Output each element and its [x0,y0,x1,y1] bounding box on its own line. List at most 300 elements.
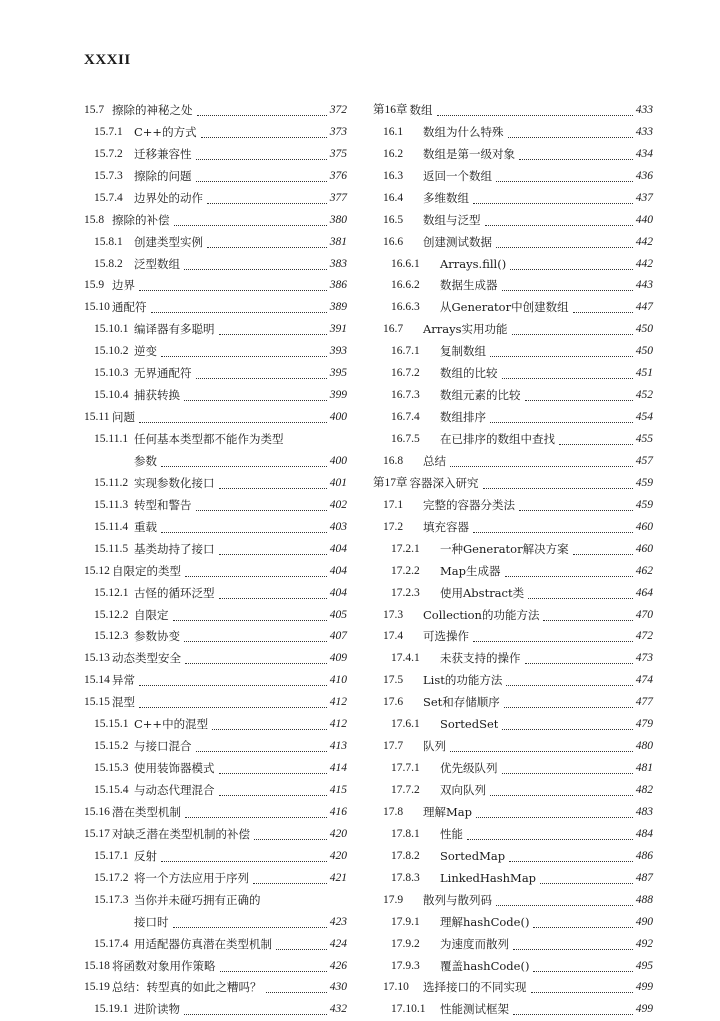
toc-entry-number: 15.15.4 [94,784,129,797]
dot-leader [184,400,327,401]
dot-leader [531,992,633,993]
toc-entry-number: 16.5 [383,213,404,226]
toc-entry[interactable] [373,495,653,517]
toc-entry-number: 17.2.2 [391,564,420,577]
toc-entry[interactable] [373,188,653,210]
toc-entry[interactable] [373,517,653,539]
toc-entry-page: 376 [329,169,347,182]
toc-entry[interactable] [84,276,347,298]
toc-entry-page: 470 [635,608,653,621]
dot-leader [276,949,327,950]
dot-leader [184,641,327,642]
dot-leader [508,137,633,138]
toc-entry-number: 17.7 [383,740,404,753]
toc-entry-page: 434 [635,147,653,160]
toc-entry[interactable] [373,276,653,298]
toc-entry[interactable] [84,210,347,232]
toc-entry-title: 性能测试框架 [440,1002,509,1017]
toc-entry[interactable] [373,868,653,890]
toc-entry[interactable] [84,999,347,1021]
toc-entry[interactable] [373,473,653,495]
dot-leader [512,334,633,335]
dot-leader [161,356,327,357]
dot-leader [450,466,633,467]
toc-entry-title: 实现参数化接口 [134,475,215,490]
toc-entry[interactable] [84,100,347,122]
toc-entry-title: 散列与散列码 [423,892,492,907]
toc-entry-title: LinkedHashMap [440,870,537,885]
toc-entry-number: 17.8.3 [391,871,420,884]
toc-entry-number: 15.8.1 [94,235,123,248]
toc-entry-page: 432 [329,1003,347,1016]
toc-entry-title: 无界通配符 [134,366,192,381]
toc-entry[interactable] [84,254,347,276]
dot-leader [504,707,633,708]
toc-entry[interactable] [373,824,653,846]
toc-entry-number: 17.9.3 [391,959,420,972]
dot-leader [254,839,327,840]
toc-entry[interactable] [84,824,347,846]
toc-entry-page: 499 [635,981,653,994]
toc-entry-page: 404 [329,564,347,577]
toc-entry-title: Arrays.fill() [440,256,507,271]
toc-entry-title: 当你并未碰巧拥有正确的 [134,892,261,907]
toc-entry-page: 401 [329,476,347,489]
toc-entry-number: 15.11.4 [94,520,129,533]
dot-leader [502,729,632,730]
toc-entry[interactable] [84,188,347,210]
toc-entry-number: 15.15 [84,696,110,709]
toc-entry[interactable] [373,846,653,868]
toc-entry[interactable] [84,978,347,1000]
toc-entry-title: 将一个方法应用于序列 [134,870,249,885]
dot-leader [502,378,633,379]
toc-entry-number: 17.6 [383,696,404,709]
toc-entry[interactable] [84,407,347,429]
toc-entry[interactable] [84,846,347,868]
toc-entry[interactable] [84,385,347,407]
toc-entry[interactable] [373,670,653,692]
toc-entry-page: 436 [635,169,653,182]
toc-entry[interactable] [373,912,653,934]
toc-entry-page: 391 [329,323,347,336]
toc-entry-page: 483 [635,805,653,818]
toc-entry[interactable] [84,758,347,780]
dot-leader [174,225,327,226]
toc-entry[interactable] [373,758,653,780]
toc-entry-number: 17.9 [383,893,404,906]
toc-entry-title: 通配符 [112,300,147,315]
toc-entry[interactable] [373,934,653,956]
toc-entry[interactable] [84,297,347,319]
toc-entry[interactable] [373,363,653,385]
toc-entry-page: 482 [635,784,653,797]
toc-entry-number: 15.14 [84,674,110,687]
toc-entry-page: 460 [635,542,653,555]
dot-leader [490,795,633,796]
toc-entry[interactable] [84,890,347,912]
toc-entry[interactable] [84,319,347,341]
toc-entry[interactable] [373,692,653,714]
toc-entry[interactable] [84,583,347,605]
dot-leader [533,927,632,928]
toc-entry-page: 457 [635,454,653,467]
toc-entry-number: 15.17.2 [94,871,129,884]
dot-leader [219,554,327,555]
toc-entry-page: 454 [635,411,653,424]
toc-entry[interactable] [84,912,347,934]
toc-entry[interactable] [373,539,653,561]
toc-entry-title: 对缺乏潜在类型机制的补偿 [112,826,250,841]
toc-entry[interactable] [373,648,653,670]
toc-entry-number: 15.9 [84,279,105,292]
toc-entry-number: 15.15.2 [94,740,129,753]
toc-entry[interactable] [84,648,347,670]
toc-entry[interactable] [84,495,347,517]
toc-entry-title: 创建类型实例 [134,234,203,249]
toc-entry[interactable] [84,232,347,254]
dot-leader [185,663,327,664]
toc-entry-page: 402 [329,498,347,511]
toc-entry-title: SortedMap [440,848,506,863]
toc-entry-title: 为速度而散列 [440,936,509,951]
toc-entry[interactable] [373,341,653,363]
toc-entry-title: 优先级队列 [440,761,498,776]
toc-entry-number: 17.2.1 [391,542,420,555]
toc-entry-number: 17.3 [383,608,404,621]
dot-leader [151,312,327,313]
toc-entry-number: 15.7.1 [94,125,123,138]
toc-entry-number: 15.13 [84,652,110,665]
toc-entry[interactable] [84,802,347,824]
toc-entry-number: 17.2.3 [391,586,420,599]
toc-entry-title: 古怪的循环泛型 [134,585,215,600]
toc-entry-number: 17.9.1 [391,915,420,928]
toc-entry-title: 反射 [134,848,157,863]
toc-entry-title: 自限定 [134,607,169,622]
toc-entry[interactable] [373,254,653,276]
toc-entry-title: 复制数组 [440,344,486,359]
dot-leader [219,773,327,774]
dot-leader [139,290,327,291]
toc-entry-title: 与接口混合 [134,739,192,754]
toc-entry-title: Map生成器 [440,563,501,578]
toc-entry[interactable] [84,956,347,978]
toc-entry-number: 16.7.1 [391,345,420,358]
toc-entry[interactable] [373,407,653,429]
toc-entry[interactable] [373,232,653,254]
toc-entry[interactable] [373,978,653,1000]
toc-entry-title: 未获支持的操作 [440,651,521,666]
toc-entry-page: 399 [329,389,347,402]
toc-entry-title: 一种Generator解决方案 [440,541,569,556]
toc-entry[interactable] [84,934,347,956]
toc-entry-title: 自限定的类型 [112,563,181,578]
dot-leader [502,290,633,291]
toc-entry-number: 17.9.2 [391,937,420,950]
dot-leader [197,115,327,116]
dot-leader [528,598,633,599]
toc-entry-title: 返回一个数组 [423,168,492,183]
toc-entry-page: 409 [329,652,347,665]
toc-entry-number: 16.4 [383,191,404,204]
toc-entry-page: 440 [635,213,653,226]
toc-entry-title: 数组是第一级对象 [423,146,515,161]
toc-entry-number: 16.8 [383,454,404,467]
toc-entry-page: 450 [635,323,653,336]
toc-entry-number: 16.6.2 [391,279,420,292]
dot-leader [473,641,633,642]
toc-entry[interactable] [373,714,653,736]
toc-right-column [373,100,653,1021]
toc-entry-title: 与动态代理混合 [134,783,215,798]
dot-leader [139,422,327,423]
toc-entry-title: 创建测试数据 [423,234,492,249]
toc-entry-number: 16.6 [383,235,404,248]
dot-leader [490,422,633,423]
toc-entry-page: 421 [329,871,347,884]
toc-entry-title: 用适配器仿真潜在类型机制 [134,936,272,951]
toc-entry-number: 15.12 [84,564,110,577]
toc-entry-title: Set和存储顺序 [423,695,500,710]
toc-entry-number: 15.11.3 [94,498,129,511]
toc-entry-title: 擦除的神秘之处 [112,102,193,117]
dot-leader [519,159,633,160]
toc-entry-title: 数组与泛型 [423,212,481,227]
toc-entry-page: 410 [329,674,347,687]
dot-leader [161,861,327,862]
toc-entry[interactable] [373,451,653,473]
toc-entry-number: 16.7.5 [391,433,420,446]
toc-entry[interactable] [373,166,653,188]
toc-entry[interactable] [84,429,347,451]
toc-entry-title: 可选操作 [423,629,469,644]
toc-entry[interactable] [84,341,347,363]
dot-leader [505,576,633,577]
dot-leader [540,883,633,884]
toc-entry-number: 15.15.3 [94,762,129,775]
dot-leader [510,269,633,270]
toc-entry[interactable] [84,122,347,144]
toc-entry[interactable] [84,627,347,649]
toc-entry-number: 15.12.3 [94,630,129,643]
toc-entry[interactable] [373,319,653,341]
toc-entry-number: 15.19.1 [94,1003,129,1016]
toc-entry-page: 492 [635,937,653,950]
toc-entry-title: 队列 [423,739,446,754]
toc-entry[interactable] [84,605,347,627]
toc-entry-page: 403 [329,520,347,533]
dot-leader [473,532,633,533]
toc-entry-number: 17.4 [383,630,404,643]
page-number: XXXII [84,52,131,68]
toc-entry-title: 理解Map [423,804,472,819]
dot-leader [573,554,633,555]
toc-entry-page: 442 [635,257,653,270]
dot-leader [219,598,327,599]
toc-entry[interactable] [373,561,653,583]
dot-leader [196,159,327,160]
dot-leader [184,1014,327,1015]
toc-entry-page: 400 [329,411,347,424]
toc-entry-page: 460 [635,520,653,533]
toc-entry[interactable] [373,100,653,122]
toc-entry[interactable] [84,692,347,714]
toc-entry-title: Collection的功能方法 [423,607,540,622]
toc-entry[interactable] [84,473,347,495]
toc-entry-page: 393 [329,345,347,358]
toc-entry-title: 在已排序的数组中查找 [440,432,555,447]
toc-entry-page: 373 [329,125,347,138]
toc-entry[interactable] [373,605,653,627]
toc-entry-number: 15.10.1 [94,323,129,336]
toc-entry-page: 416 [329,805,347,818]
dot-leader [573,312,633,313]
toc-entry-page: 487 [635,871,653,884]
toc-entry[interactable] [373,210,653,232]
toc-entry[interactable] [373,297,653,319]
dot-leader [201,137,327,138]
toc-entry[interactable] [84,166,347,188]
toc-entry-title: 参数 [134,453,157,468]
toc-entry-title: 参数协变 [134,629,180,644]
toc-entry-page: 486 [635,849,653,862]
toc-entry-number: 15.11.2 [94,476,129,489]
toc-entry-page: 415 [329,784,347,797]
toc-entry[interactable] [373,780,653,802]
toc-entry-title: 数组元素的比较 [440,388,521,403]
toc-entry-number: 17.7.1 [391,762,420,775]
toc-entry[interactable] [84,451,347,473]
toc-entry[interactable] [84,714,347,736]
toc-entry-number: 17.4.1 [391,652,420,665]
toc-entry-number: 15.11.1 [94,433,129,446]
toc-entry-page: 407 [329,630,347,643]
dot-leader [185,817,327,818]
toc-entry-title: 理解hashCode() [440,914,530,929]
toc-entry[interactable] [373,429,653,451]
toc-entry[interactable] [373,802,653,824]
toc-entry-title: 双向队列 [440,783,486,798]
toc-entry-number: 17.10 [383,981,409,994]
toc-entry-number: 16.2 [383,147,404,160]
toc-entry-page: 462 [635,564,653,577]
toc-entry[interactable] [84,517,347,539]
toc-entry-page: 400 [329,454,347,467]
dot-leader [496,181,633,182]
toc-entry[interactable] [84,363,347,385]
toc-entry-title: 转型和警告 [134,497,192,512]
toc-entry-page: 499 [635,1003,653,1016]
dot-leader [543,620,632,621]
toc-entry-title: 任何基本类型都不能作为类型 [134,432,284,447]
toc-entry-page: 404 [329,586,347,599]
toc-entry-page: 404 [329,542,347,555]
dot-leader [476,817,633,818]
toc-entry-title: 选择接口的不同实现 [423,980,527,995]
toc-entry-page: 450 [635,345,653,358]
toc-entry-title: 数组排序 [440,410,486,425]
toc-entry-title: 动态类型安全 [112,651,181,666]
toc-entry[interactable] [373,122,653,144]
toc-entry-number: 16.1 [383,125,404,138]
toc-entry-page: 443 [635,279,653,292]
dot-leader [207,203,327,204]
toc-entry-title: 使用装饰器模式 [134,761,215,776]
toc-entry-page: 495 [635,959,653,972]
toc-entry-title: 多维数组 [423,190,469,205]
toc-entry-number: 15.11 [84,411,110,424]
toc-entry-title: 迁移兼容性 [134,146,192,161]
toc-entry-page: 490 [635,915,653,928]
toc-entry[interactable] [373,999,653,1021]
toc-entry-page: 414 [329,762,347,775]
toc-entry-page: 442 [635,235,653,248]
toc-entry[interactable] [84,539,347,561]
dot-leader [219,334,327,335]
toc-entry-title: 从Generator中创建数组 [440,300,569,315]
toc-entry-title: 将函数对象用作策略 [112,958,216,973]
toc-entry-number: 17.6.1 [391,718,420,731]
toc-entry-title: 总结 [423,453,446,468]
toc-entry[interactable] [84,780,347,802]
toc-entry[interactable] [84,561,347,583]
toc-entry-number: 17.2 [383,520,404,533]
toc-entry-page: 389 [329,301,347,314]
toc-entry-number: 第16章 [373,103,408,116]
toc-entry-number: 15.11.5 [94,542,129,555]
toc-entry-number: 15.16 [84,805,110,818]
toc-entry[interactable] [84,144,347,166]
toc-entry[interactable] [84,670,347,692]
toc-entry-page: 381 [329,235,347,248]
toc-entry[interactable] [373,736,653,758]
toc-entry[interactable] [373,890,653,912]
toc-entry[interactable] [373,144,653,166]
toc-entry[interactable] [373,627,653,649]
toc-entry-title: 覆盖hashCode() [440,958,530,973]
toc-entry-title: 数组 [409,102,433,117]
dot-leader [502,773,633,774]
toc-entry-page: 474 [635,674,653,687]
toc-entry-page: 459 [635,498,653,511]
toc-entry[interactable] [84,736,347,758]
toc-entry-number: 17.8.1 [391,827,420,840]
toc-entry-number: 15.17.3 [94,893,129,906]
dot-leader [139,685,327,686]
toc-entry-number: 15.12.2 [94,608,129,621]
dot-leader [519,510,633,511]
dot-leader [496,247,633,248]
toc-entry-title: C++中的混型 [134,717,209,732]
dot-leader [525,663,633,664]
toc-entry-title: 数据生成器 [440,278,498,293]
toc-entry-page: 386 [329,279,347,292]
toc-entry-number: 16.3 [383,169,404,182]
dot-leader [473,203,633,204]
toc-entry-title: 使用Abstract类 [440,585,525,600]
toc-entry-page: 472 [635,630,653,643]
dot-leader [196,378,327,379]
toc-entry-page: 405 [329,608,347,621]
toc-entry-title: 问题 [112,410,135,425]
toc-entry[interactable] [84,868,347,890]
toc-entry[interactable] [373,583,653,605]
toc-entry[interactable] [373,385,653,407]
toc-entry-number: 15.10 [84,301,110,314]
toc-entry[interactable] [373,956,653,978]
dot-leader [450,751,633,752]
